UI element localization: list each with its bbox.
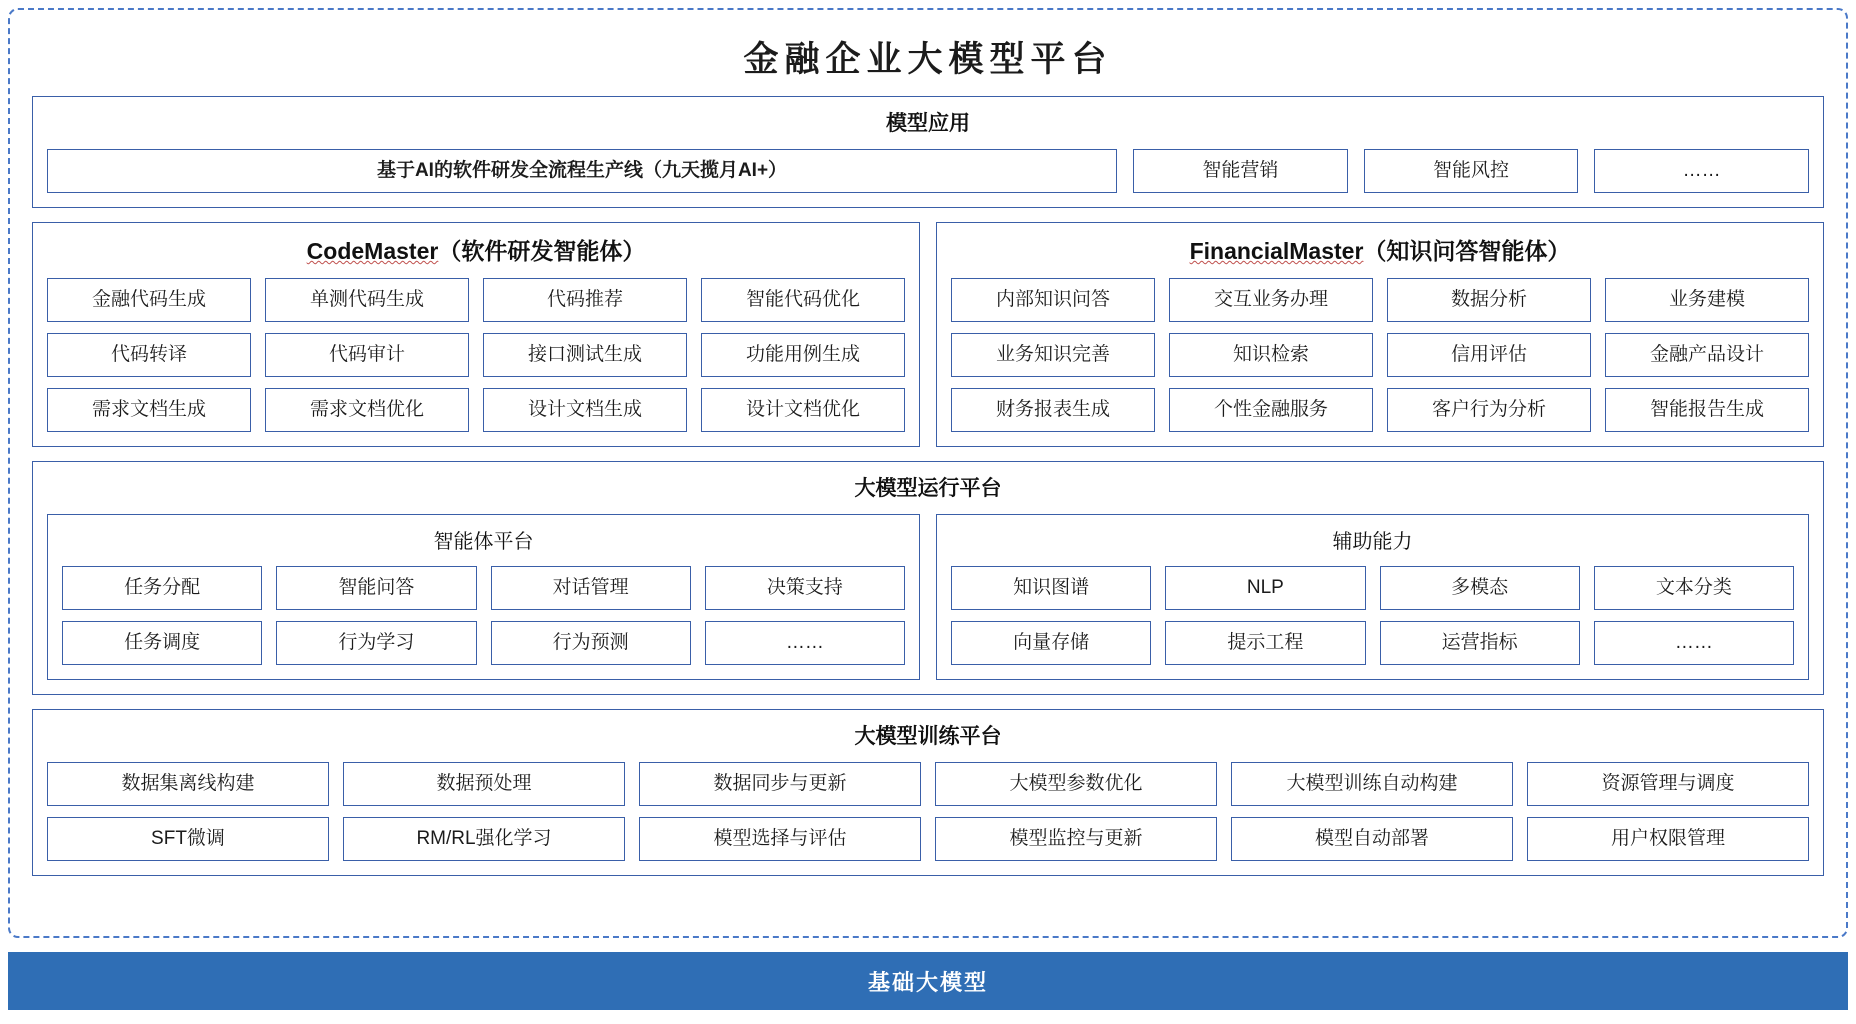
agent-item[interactable]: 客户行为分析 [1387, 388, 1591, 432]
runtime-item[interactable]: NLP [1165, 566, 1365, 610]
runtime-row [951, 566, 1794, 610]
agent-title-financialmaster-cn: （知识问答智能体） [1363, 238, 1571, 264]
agent-item[interactable]: 知识检索 [1169, 333, 1373, 377]
foundation-model-bar [8, 952, 1848, 1010]
training-item[interactable]: 资源管理与调度 [1527, 762, 1809, 806]
agent-row [47, 388, 905, 432]
training-item[interactable]: 数据同步与更新 [639, 762, 921, 806]
runtime-item[interactable]: 运营指标 [1380, 621, 1580, 665]
training-item[interactable]: 模型监控与更新 [935, 817, 1217, 861]
agent-item[interactable]: 设计文档生成 [483, 388, 687, 432]
training-item[interactable]: 大模型训练自动构建 [1231, 762, 1513, 806]
agent-box-financialmaster [936, 222, 1824, 447]
agent-item[interactable]: 智能代码优化 [701, 278, 905, 322]
training-item[interactable]: 数据预处理 [343, 762, 625, 806]
agent-item[interactable]: 业务建模 [1605, 278, 1809, 322]
agent-item[interactable]: 金融代码生成 [47, 278, 251, 322]
runtime-column-title: 辅助能力 [1332, 531, 1413, 553]
runtime-item[interactable]: 向量存储 [951, 621, 1151, 665]
runtime-item[interactable]: …… [1594, 621, 1794, 665]
page-title: 金融企业大模型平台 [743, 40, 1113, 80]
model-application-item-riskcontrol[interactable]: 智能风控 [1364, 149, 1579, 193]
runtime-column-agent-platform [47, 514, 920, 680]
agent-item[interactable]: 需求文档优化 [265, 388, 469, 432]
runtime-item[interactable]: …… [705, 621, 905, 665]
agent-title-financialmaster-en: FinancialMaster [1189, 238, 1364, 264]
agent-box-codemaster [32, 222, 920, 447]
training-item[interactable]: RM/RL强化学习 [343, 817, 625, 861]
agent-item[interactable]: 设计文档优化 [701, 388, 905, 432]
runtime-item[interactable]: 任务分配 [62, 566, 262, 610]
agent-item[interactable]: 业务知识完善 [951, 333, 1155, 377]
foundation-model-label: 基础大模型 [867, 969, 988, 995]
runtime-platform-title: 大模型运行平台 [854, 477, 1002, 500]
agent-row [47, 278, 905, 322]
model-application-wide-item[interactable]: 基于AI的软件研发全流程生产线（九天揽月AI+） [47, 149, 1117, 193]
training-item[interactable]: 用户权限管理 [1527, 817, 1809, 861]
runtime-column-title: 智能体平台 [433, 531, 534, 553]
runtime-item[interactable]: 知识图谱 [951, 566, 1151, 610]
runtime-item[interactable]: 文本分类 [1594, 566, 1794, 610]
agent-item[interactable]: 内部知识问答 [951, 278, 1155, 322]
agent-item[interactable]: 财务报表生成 [951, 388, 1155, 432]
agent-item[interactable]: 智能报告生成 [1605, 388, 1809, 432]
training-item[interactable]: 模型自动部署 [1231, 817, 1513, 861]
agent-title-codemaster-en: CodeMaster [306, 238, 439, 264]
agent-item[interactable]: 接口测试生成 [483, 333, 687, 377]
training-item[interactable]: 数据集离线构建 [47, 762, 329, 806]
training-platform-section [32, 709, 1824, 876]
agent-title-codemaster-cn: （软件研发智能体） [438, 238, 646, 264]
runtime-item[interactable]: 任务调度 [62, 621, 262, 665]
training-item[interactable]: 模型选择与评估 [639, 817, 921, 861]
agent-row [47, 333, 905, 377]
training-item[interactable]: SFT微调 [47, 817, 329, 861]
runtime-row [62, 621, 905, 665]
model-application-title: 模型应用 [886, 112, 970, 135]
agent-item[interactable]: 金融产品设计 [1605, 333, 1809, 377]
training-platform-title: 大模型训练平台 [854, 725, 1002, 748]
runtime-platform-columns [47, 514, 1809, 680]
runtime-item[interactable]: 多模态 [1380, 566, 1580, 610]
model-application-item-more[interactable]: …… [1594, 149, 1809, 193]
agent-item[interactable]: 信用评估 [1387, 333, 1591, 377]
model-application-item-marketing[interactable]: 智能营销 [1133, 149, 1348, 193]
agent-title-financialmaster [951, 233, 1809, 266]
agent-row [951, 278, 1809, 322]
runtime-platform-section [32, 461, 1824, 695]
runtime-item[interactable]: 行为学习 [276, 621, 476, 665]
training-item[interactable]: 大模型参数优化 [935, 762, 1217, 806]
runtime-item[interactable]: 提示工程 [1165, 621, 1365, 665]
agent-title-codemaster [47, 233, 905, 266]
agent-item[interactable]: 单测代码生成 [265, 278, 469, 322]
runtime-item[interactable]: 决策支持 [705, 566, 905, 610]
platform-outer-frame [8, 8, 1848, 938]
runtime-row [951, 621, 1794, 665]
agent-row [951, 333, 1809, 377]
runtime-row [62, 566, 905, 610]
agent-item[interactable]: 代码推荐 [483, 278, 687, 322]
runtime-item[interactable]: 智能问答 [276, 566, 476, 610]
training-row [47, 762, 1809, 806]
agent-item[interactable]: 数据分析 [1387, 278, 1591, 322]
agent-item[interactable]: 个性金融服务 [1169, 388, 1373, 432]
agents-band [32, 222, 1824, 447]
agent-item[interactable]: 需求文档生成 [47, 388, 251, 432]
runtime-column-support-capability [936, 514, 1809, 680]
agent-item[interactable]: 功能用例生成 [701, 333, 905, 377]
training-row [47, 817, 1809, 861]
agent-item[interactable]: 交互业务办理 [1169, 278, 1373, 322]
runtime-item[interactable]: 行为预测 [491, 621, 691, 665]
agent-item[interactable]: 代码审计 [265, 333, 469, 377]
agent-row [951, 388, 1809, 432]
model-application-row [47, 149, 1809, 193]
model-application-section [32, 96, 1824, 208]
runtime-item[interactable]: 对话管理 [491, 566, 691, 610]
agent-item[interactable]: 代码转译 [47, 333, 251, 377]
